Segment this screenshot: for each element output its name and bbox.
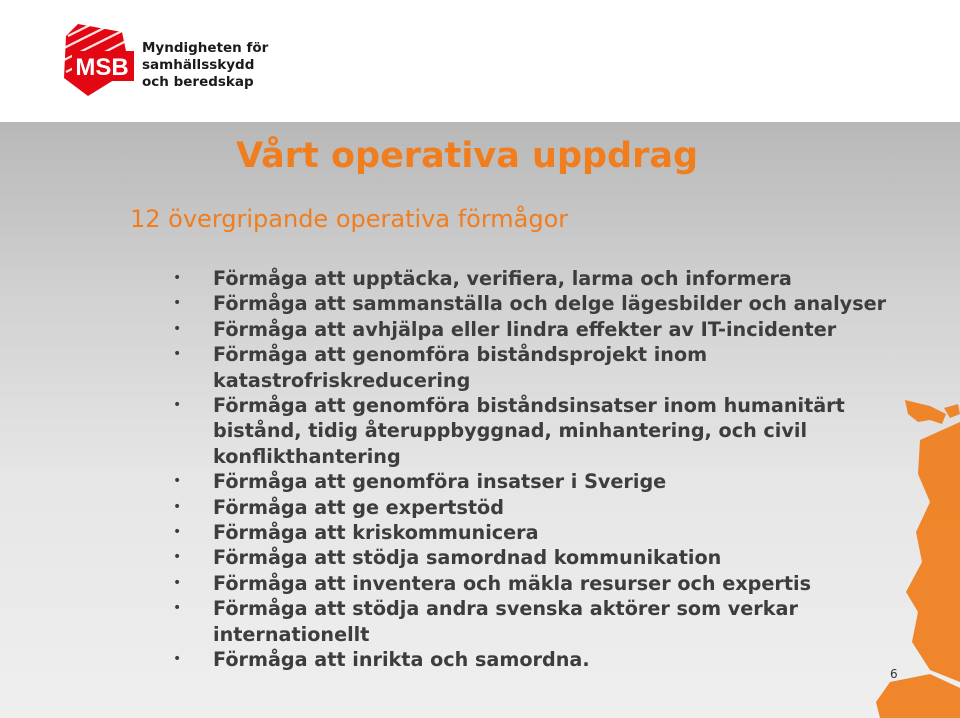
capability-text: Förmåga att inrikta och samordna.	[213, 648, 590, 672]
capability-text: Förmåga att upptäcka, verifiera, larma och informera	[213, 267, 792, 290]
bullet-marker: •	[173, 498, 182, 515]
bullet-marker: •	[173, 600, 182, 617]
map-region-island	[944, 404, 960, 418]
bullet-marker: •	[173, 295, 182, 312]
capability-text: Förmåga att ge expertstöd	[213, 495, 504, 519]
capability-item	[172, 647, 892, 672]
capability-item	[172, 596, 892, 621]
capability-text: internationellt	[213, 622, 370, 646]
capability-item	[172, 495, 892, 520]
slide-subtitle: 12 övergripande operativa förmågor	[130, 205, 569, 233]
agency-name-line3: och beredskap	[142, 74, 254, 90]
bullet-marker: •	[173, 473, 182, 490]
capability-text: Förmåga att inventera och mäkla resurser och expertis	[213, 571, 812, 595]
capability-text: Förmåga att avhjälpa eller lindra effekter av IT-incidenter	[213, 317, 837, 341]
bullet-marker: •	[173, 651, 182, 668]
capability-item	[172, 266, 892, 291]
capability-text: Förmåga att kriskommunicera	[213, 521, 539, 545]
capability-item	[172, 520, 892, 545]
map-region-north	[905, 400, 946, 424]
capability-text: Förmåga att stödja samordnad kommunikation	[213, 546, 722, 570]
capability-item	[172, 317, 892, 342]
capability-list	[172, 266, 892, 673]
map-region-south	[876, 674, 960, 718]
capability-item-continuation	[172, 622, 892, 647]
capability-text: Förmåga att stödja andra svenska aktörer som verkar	[213, 597, 798, 621]
bullet-marker: •	[173, 524, 182, 541]
capability-text: Förmåga att genomföra insatser i Sverige	[213, 470, 667, 494]
map-region-central	[906, 422, 960, 682]
bullet-marker: •	[173, 346, 182, 363]
capability-text: Förmåga att genomföra biståndsprojekt inom	[213, 343, 708, 367]
capability-text: konflikthantering	[213, 444, 401, 468]
slide-title: Vårt operativa uppdrag	[236, 136, 699, 176]
capability-item	[172, 342, 892, 367]
capability-text: katastrofriskreducering	[213, 368, 471, 392]
bullet-marker: •	[173, 320, 182, 337]
agency-name-line2: samhällsskydd	[142, 57, 255, 73]
capability-text: Förmåga att genomföra biståndsinsatser inom humanitärt	[213, 394, 845, 418]
capability-item	[172, 393, 892, 418]
capability-item-continuation	[172, 444, 892, 469]
agency-name	[142, 40, 269, 91]
bullet-marker: •	[173, 270, 182, 286]
msb-logo-wordmark: MSB	[75, 54, 129, 81]
capability-text: Förmåga att sammanställa och delge lägesbilder och analyser	[213, 292, 887, 316]
page-number: 6	[890, 667, 898, 681]
capability-item-continuation	[172, 368, 892, 393]
capability-item	[172, 291, 892, 316]
bullet-marker: •	[173, 574, 182, 591]
capability-text: bistånd, tidig återuppbyggnad, minhantering, och civil	[213, 419, 808, 443]
bullet-marker: •	[173, 549, 182, 566]
capability-item-continuation	[172, 418, 892, 443]
capability-item	[172, 571, 892, 596]
capability-item	[172, 545, 892, 570]
bullet-marker: •	[173, 397, 182, 414]
capability-item	[172, 469, 892, 494]
agency-name-line1: Myndigheten för	[142, 40, 269, 56]
